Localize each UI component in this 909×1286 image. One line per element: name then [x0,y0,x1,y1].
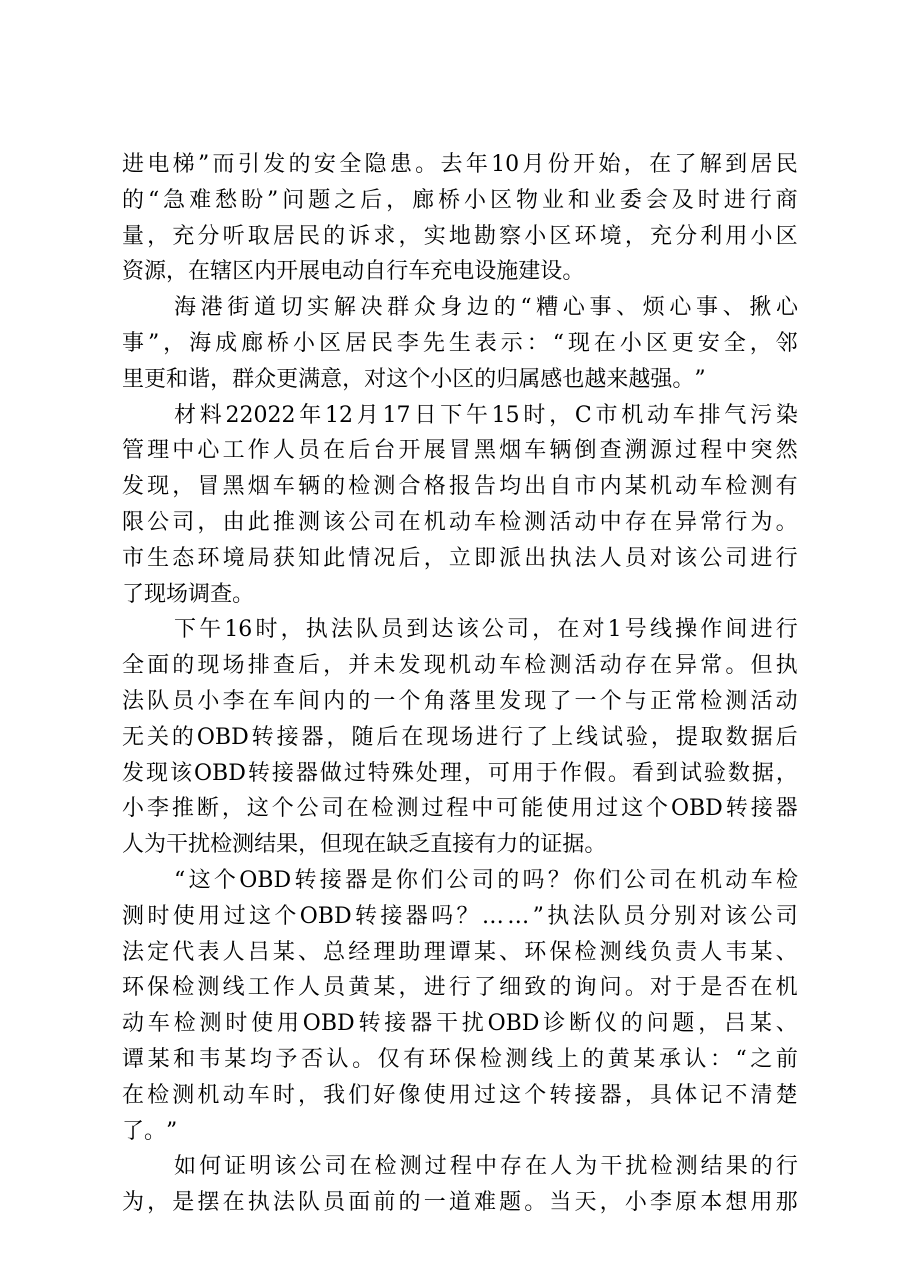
text-line: 资 源 ， 在 辖 区 内 开 展 电 动 自 行 车 充 电 设 施 建 设 。 [122,259,585,285]
text-line: 如 何 证 明 该 公 司 在 检 测 过 程 中 存 在 人 为 干 扰 检 测 结 果 的 行 [174,1154,798,1180]
text-line: 事 ” ， 海 成 廊 桥 小 区 居 民 李 先 生 表 示 ： “ 现 在 小 区 更 安 全 ， 邻 [122,330,798,356]
document-body [122,147,798,1221]
text-line: 人 为 干 扰 检 测 结 果 ， 但 现 在 缺 乏 直 接 有 力 的 证 据 。 [122,832,607,858]
text-line: 了 现 场 调 查 。 [122,581,255,607]
text-line: 法 队 员 小 李 在 车 间 内 的 一 个 角 落 里 发 现 了 一 个 与 正 常 检 测 活 动 [122,688,798,714]
text-line: 市 生 态 环 境 局 获 知 此 情 况 后 ， 立 即 派 出 执 法 人 员 对 该 公 司 进 行 [122,545,798,571]
text-line: 限 公 司 ， 由 此 推 测 该 公 司 在 机 动 车 检 测 活 动 中 存 在 异 常 行 为 。 [122,509,798,535]
text-line: 环 保 检 测 线 工 作 人 员 黄 某 ， 进 行 了 细 致 的 询 问 。 对 于 是 否 在 机 [122,975,798,1001]
text-line: 下 午 16 时 ， 执 法 队 员 到 达 该 公 司 ， 在 对 1 号 线 操 作 间 进 行 [174,617,798,643]
text-line: 谭 某 和 韦 某 均 予 否 认 。 仅 有 环 保 检 测 线 上 的 黄 某 承 认 ： “ 之 前 [122,1046,798,1072]
text-line: 为 ， 是 摆 在 执 法 队 员 面 前 的 一 道 难 题 。 当 天 ， 小 李 原 本 想 用 那 [122,1190,798,1216]
text-line: 海 港 街 道 切 实 解 决 群 众 身 边 的 “ 糟 心 事 、 烦 心 事 、 揪 心 [174,295,798,321]
text-line: 材 料 22022 年 12 月 17 日 下 午 15 时 ， C 市 机 动 车 排 气 污 染 [174,402,798,428]
text-line: 无 关 的 OBD 转 接 器 ， 随 后 在 现 场 进 行 了 上 线 试 验 ， 提 取 数 据 后 [122,724,798,750]
text-line: 动 车 检 测 时 使 用 OBD 转 接 器 干 扰 OBD 诊 断 仪 的 问 题 ， 吕 某 、 [122,1011,798,1037]
text-line: 量 ， 充 分 听 取 居 民 的 诉 求 ， 实 地 勘 察 小 区 环 境 ， 充 分 利 用 小 区 [122,223,798,249]
text-line: “ 这 个 OBD 转 接 器 是 你 们 公 司 的 吗 ？ 你 们 公 司 在 机 动 车 检 [174,867,798,893]
text-line: 管 理 中 心 工 作 人 员 在 后 台 开 展 冒 黑 烟 车 辆 倒 查 溯 源 过 程 中 突 然 [122,438,798,464]
text-line: 发 现 该 OBD 转 接 器 做 过 特 殊 处 理 ， 可 用 于 作 假 。 看 到 试 验 数 据 ， [122,760,798,786]
text-line: 里 更 和 谐 ， 群 众 更 满 意 ， 对 这 个 小 区 的 归 属 感 也 越 来 越 强 。 ” [122,366,706,392]
text-line: 的 “ 急 难 愁 盼 ” 问 题 之 后 ， 廊 桥 小 区 物 业 和 业 委 会 及 时 进 行 商 [122,187,798,213]
text-line: 进 电 梯 ” 而 引 发 的 安 全 隐 患 。 去 年 10 月 份 开 始 ， 在 了 解 到 居 民 [122,152,798,177]
text-line: 测 时 使 用 过 这 个 OBD 转 接 器 吗 ？ … … ” 执 法 队 员 分 别 对 该 公 司 [122,903,798,929]
text-line: 发 现 ， 冒 黑 烟 车 辆 的 检 测 合 格 报 告 均 出 自 市 内 某 机 动 车 检 测 有 [122,474,798,500]
text-line: 全 面 的 现 场 排 查 后 ， 并 未 发 现 机 动 车 检 测 活 动 存 在 异 常 。 但 执 [122,653,798,679]
text-line: 在 检 测 机 动 车 时 ， 我 们 好 像 使 用 过 这 个 转 接 器 ， 具 体 记 不 清 楚 [122,1082,798,1108]
text-line: 了 。 ” [122,1118,178,1144]
text-line: 小 李 推 断 ， 这 个 公 司 在 检 测 过 程 中 可 能 使 用 过 这 个 OBD 转 接 器 [122,796,798,822]
text-line: 法 定 代 表 人 吕 某 、 总 经 理 助 理 谭 某 、 环 保 检 测 线 负 责 人 韦 某 、 [122,939,798,965]
